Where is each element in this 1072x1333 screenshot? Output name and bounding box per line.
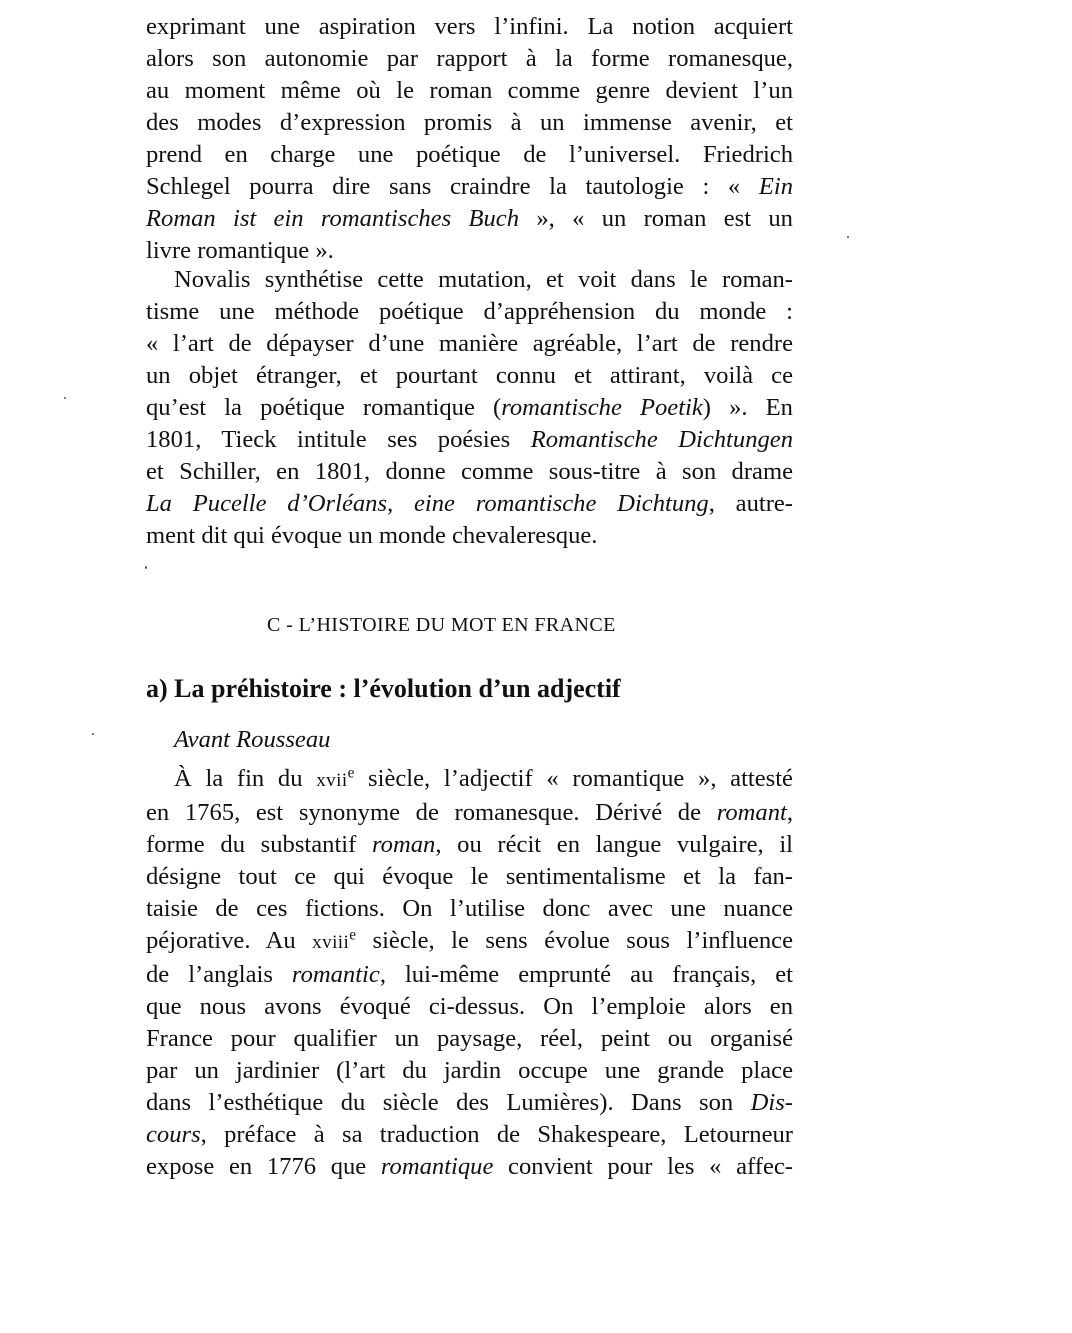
text-line [146,171,793,203]
text-line: prend en charge une poétique de l’universel. Friedrich [146,141,793,168]
text-run: siècle, l’adjectif « romantique », attesté [354,765,793,792]
text-run: expose en 1776 que [146,1153,381,1180]
text-line: France pour qualifier un paysage, réel, peint ou organisé [146,1025,793,1052]
scan-speck [64,397,66,399]
italic-run: La Pucelle d’Orléans, eine romantische Dichtung [146,490,709,517]
text-line: tisme une méthode poétique d’appréhension du monde : [146,298,793,325]
superscript: e [349,926,357,944]
text-line [146,424,793,456]
scan-speck [145,566,147,569]
italic-run: romantische Poetik [501,394,703,421]
text-line: « l’art de dépayser d’une manière agréable, l’art de rendre [146,330,793,357]
italic-run: romantique [380,1153,494,1180]
text-line [146,763,793,797]
text-line: un objet étranger, et pourtant connu et attirant, voilà ce [146,362,793,389]
text-line [146,1119,793,1151]
paragraph-3 [146,763,793,1183]
text-line [146,392,793,424]
scan-speck [92,733,94,735]
text-line: exprimant une aspiration vers l’infini. La notion acquiert [146,13,793,40]
text-line: livre romantique ». [146,237,334,264]
superscript: e [347,764,355,782]
text-run: Schlegel pourra dire sans craindre la tautologie : « [146,173,759,200]
text-line: Novalis synthétise cette mutation, et voit dans le roman- [174,266,793,293]
text-run: dans l’esthétique du siècle des Lumières). Dans son [146,1089,751,1116]
italic-run: romantic [291,961,380,988]
text-run: siècle, le sens évolue sous l’influence [356,927,793,954]
small-caps-run: xviii [312,932,350,953]
section-heading-text: C - L’HISTOIRE DU MOT EN FRANCE [267,614,616,636]
text-run: , [786,799,793,826]
text-run: ) ». En [702,394,793,421]
text-run: en 1765, est synonyme de romanesque. Dérivé de [146,799,717,826]
sub-sub-heading: Avant Rousseau [174,726,331,753]
paragraph-1 [146,11,793,267]
text-run: , ou récit en langue vulgaire, il [435,831,793,858]
italic-run: Dis- [750,1089,793,1116]
italic-run: Roman ist ein romantisches Buch [146,205,519,232]
text-run: , lui-même emprunté au français, et [379,961,794,988]
scan-speck [847,236,849,238]
text-line [146,959,793,991]
sub-heading: a) La préhistoire : l’évolution d’un adjectif [146,674,621,703]
text-run: péjorative. Au [146,927,313,954]
small-caps-run: xvii [316,770,348,791]
text-line [146,797,793,829]
text-line: au moment même où le roman comme genre devient l’un [146,77,793,104]
italic-run: cours [146,1121,201,1148]
text-run: , autre- [708,490,794,517]
text-line [146,488,793,520]
text-run: 1801, Tieck intitule ses poésies [146,426,531,453]
text-run: qu’est la poétique romantique ( [146,394,502,421]
text-line [146,925,793,959]
text-line: par un jardinier (l’art du jardin occupe une grande place [146,1057,793,1084]
text-run: À la fin du [174,765,317,792]
italic-run: roman [372,831,436,858]
text-run: de l’anglais [146,961,292,988]
text-line [146,1087,793,1119]
text-run: convient pour les « affec- [493,1153,793,1180]
paragraph-2 [146,264,793,552]
text-line: et Schiller, en 1801, donne comme sous-titre à son drame [146,458,793,485]
italic-run: Ein [758,173,793,200]
italic-run: Romantische Dichtungen [530,426,793,453]
section-heading [146,614,793,637]
italic-run: romant [716,799,787,826]
text-line: taisie de ces fictions. On l’utilise donc avec une nuance [146,895,793,922]
text-line [146,1151,793,1183]
text-line [146,829,793,861]
text-line [146,203,793,235]
text-line: alors son autonomie par rapport à la forme romanesque, [146,45,793,72]
text-line: que nous avons évoqué ci-dessus. On l’emploie alors en [146,993,793,1020]
text-line: des modes d’expression promis à un immense avenir, et [146,109,793,136]
text-line: ment dit qui évoque un monde chevaleresque. [146,522,598,549]
text-run: forme du substantif [146,831,372,858]
text-run: », « un roman est un [519,205,793,232]
text-line: désigne tout ce qui évoque le sentimentalisme et la fan- [146,863,793,890]
text-run: , préface à sa traduction de Shakespeare, Letourneur [200,1121,793,1148]
